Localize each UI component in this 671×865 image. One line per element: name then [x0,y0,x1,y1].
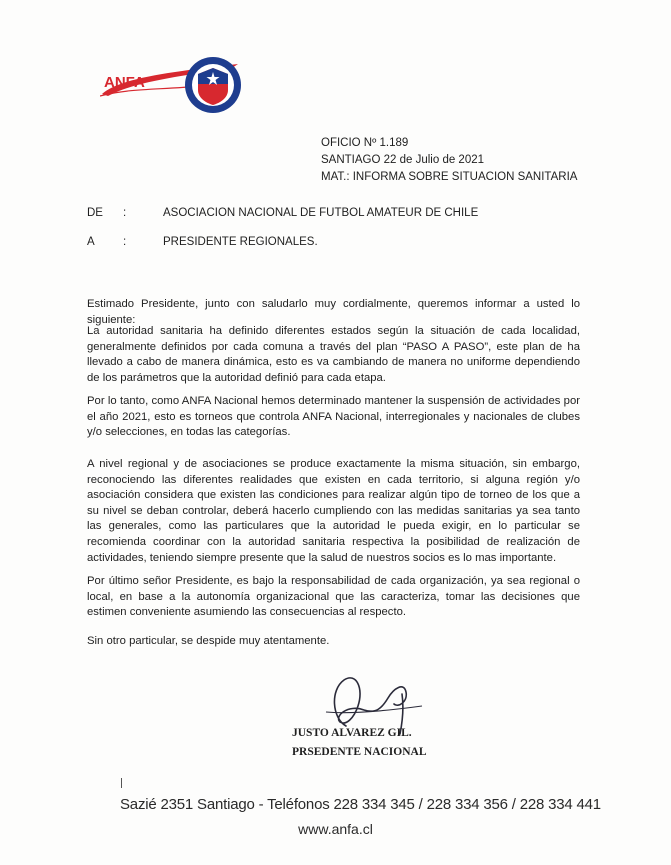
body-paragraph-2: Por lo tanto, como ANFA Nacional hemos determinado mantener la suspensión de actividades por el año 2021, esto es torneos que controla ANFA Nacional, interregionales y nacionales de clubes y/o selecciones, en todas las categorías. [87,395,580,439]
footer-address: Sazié 2351 Santiago - Teléfonos 228 334 345 / 228 334 356 / 228 334 441 [120,796,601,813]
signatory-name: JUSTO ALVAREZ GIL. [292,727,412,739]
body-paragraph-3: A nivel regional y de asociaciones se produce exactamente la misma situación, sin embargo, reconociendo las diferentes realidades que existen en cada territorio, si alguna región y/o asociación considera que existen las condiciones para realizar algún tipo de torneo de los que a su nivel se deban controlar, deberá hacerlo cumpliendo con las medidas sanitarias ya sea tanto las generales, como las particulares que la autoridad le pueda exigir, en lo particular se recomienda coordinar con la autoridad sanitaria respectiva la posibilidad de realización de actividades, teniendo siempre presente que la salud de nuestros socios es lo mas importante. [87,458,580,564]
date-line: SANTIAGO 22 de Julio de 2021 [321,154,485,166]
body-paragraph-1: La autoridad sanitaria ha definido diferentes estados según la situación de cada localidad, generalmente definidos por cada comuna a través del plan “PASO A PASO”, este plan de ha llevado a cabo de manera dinámica, esto es va cambiando de manera no uniforme dependiendo de los parámetros que la autoridad definió para cada etapa. [87,325,580,384]
to-value: PRESIDENTE REGIONALES. [163,236,318,248]
reference-block [321,135,577,186]
to-colon: : [123,236,127,248]
to-label: A [87,236,95,248]
oficio-number: OFICIO Nº 1.189 [321,137,409,149]
signatory-title: PRSEDENTE NACIONAL [292,746,427,758]
from-label: DE [87,207,103,219]
footer-website: www.anfa.cl [298,821,373,837]
subject-line: MAT.: INFORMA SOBRE SITUACION SANITARIA [321,171,578,183]
federation-seal [184,56,242,114]
anfa-logo-text: ANFA [104,74,145,91]
closing-paragraph: Sin otro particular, se despide muy atentamente. [87,635,330,647]
from-colon: : [123,207,127,219]
body-paragraph-4: Por último señor Presidente, es bajo la responsabilidad de cada organización, ya sea regional o local, en base a la autonomía organizacional que las caracteriza, tomar las decisiones que estimen conveniente asumiendo las consecuencias al respecto. [87,575,580,619]
margin-mark [121,778,122,788]
greeting-paragraph: Estimado Presidente, junto con saludarlo muy cordialmente, queremos informar a usted lo siguiente: [87,298,580,326]
from-value: ASOCIACION NACIONAL DE FUTBOL AMATEUR DE CHILE [163,207,479,219]
